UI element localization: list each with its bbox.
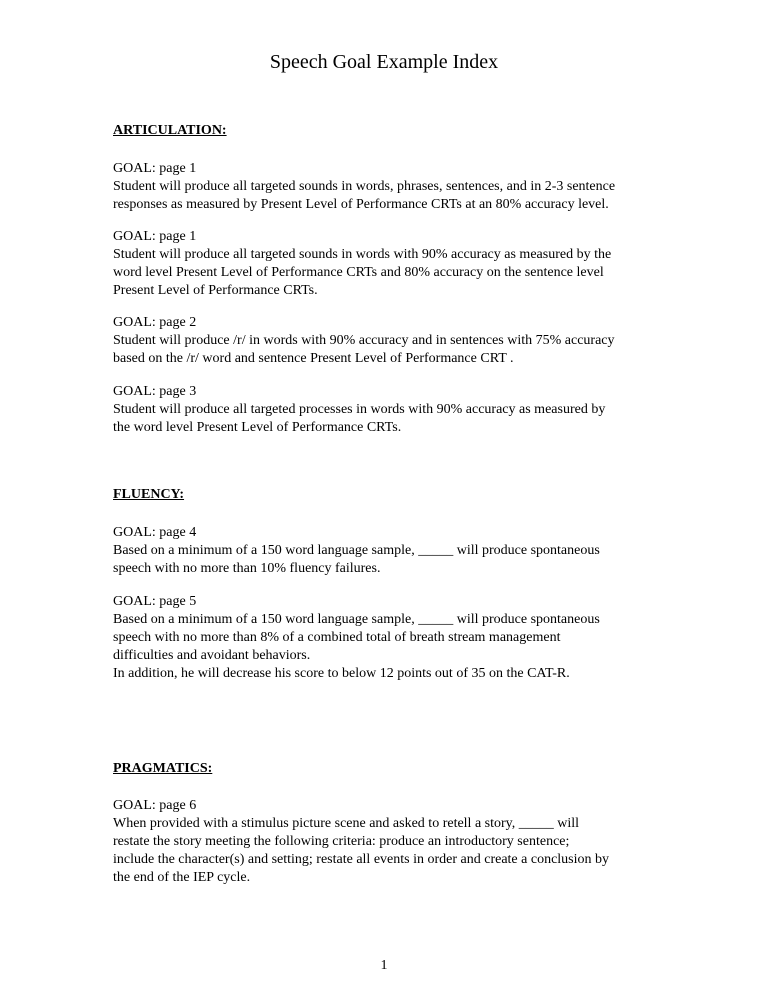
goal-block [113,160,673,214]
goal-block [113,524,673,578]
goal-text-line: Based on a minimum of a 150 word language sample, _____ will produce spontaneous [113,612,600,627]
goal-text-line: the end of the IEP cycle. [113,870,251,885]
goal-text-line: responses as measured by Present Level of Performance CRTs at an 80% accuracy level. [113,197,609,212]
goal-text-line: based on the /r/ word and sentence Present Level of Performance CRT . [113,351,514,366]
goal-label: GOAL: page 3 [113,384,197,399]
page-number: 1 [380,958,388,973]
goal-text-line: Student will produce all targeted processes in words with 90% accuracy as measured by [113,402,606,417]
goal-label: GOAL: page 1 [113,229,197,244]
goal-label: GOAL: page 1 [113,161,197,176]
goal-block [113,383,673,437]
goal-text-line: Student will produce all targeted sounds in words, phrases, sentences, and in 2-3 sentence [113,179,616,194]
goal-text-line: In addition, he will decrease his score to below 12 points out of 35 on the CAT-R. [113,666,570,681]
goal-text-line: When provided with a stimulus picture scene and asked to retell a story, _____ will [113,816,580,831]
goal-block [113,314,673,368]
goal-text-line: Student will produce all targeted sounds in words with 90% accuracy as measured by the [113,247,612,262]
goal-text-line: the word level Present Level of Performance CRTs. [113,420,402,435]
goal-text-line: restate the story meeting the following criteria: produce an introductory sentence; [113,834,570,849]
goal-block [113,228,673,300]
section-heading-fluency: FLUENCY: [113,487,185,502]
goal-label: GOAL: page 4 [113,525,197,540]
goal-text-line: speech with no more than 8% of a combined total of breath stream management [113,630,561,645]
goal-block [113,593,673,683]
goal-block [113,797,673,887]
goal-label: GOAL: page 2 [113,315,197,330]
page-title: Speech Goal Example Index [269,51,499,73]
section-heading-pragmatics: PRAGMATICS: [113,761,213,776]
goal-text-line: Present Level of Performance CRTs. [113,283,318,298]
goal-text-line: include the character(s) and setting; restate all events in order and create a conclusion by [113,852,610,867]
goal-text-line: difficulties and avoidant behaviors. [113,648,311,663]
goal-label: GOAL: page 6 [113,798,197,813]
section-heading-articulation: ARTICULATION: [113,123,227,138]
goal-text-line: word level Present Level of Performance CRTs and 80% accuracy on the sentence level [113,265,604,280]
goal-text-line: speech with no more than 10% fluency failures. [113,561,381,576]
goal-text-line: Student will produce /r/ in words with 90% accuracy and in sentences with 75% accuracy [113,333,615,348]
goal-text-line: Based on a minimum of a 150 word language sample, _____ will produce spontaneous [113,543,600,558]
goal-label: GOAL: page 5 [113,594,197,609]
